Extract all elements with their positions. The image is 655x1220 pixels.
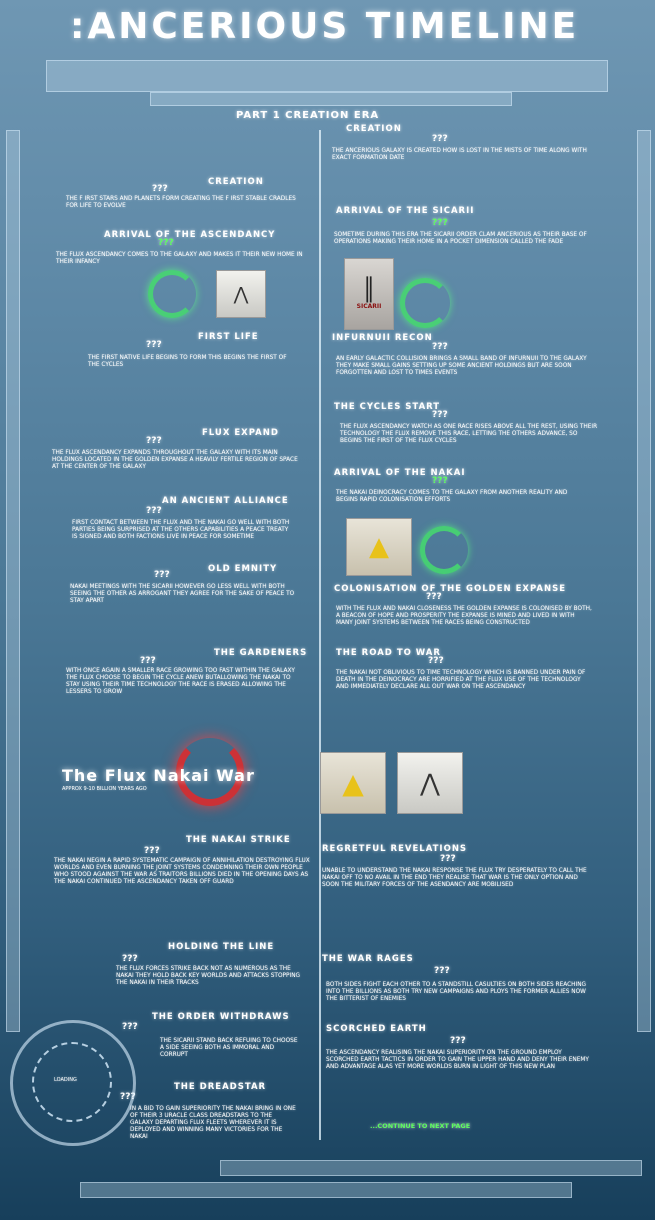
continue-link[interactable]: ...CONTINUE TO NEXT PAGE: [370, 1122, 471, 1130]
event-body: THE NAKAI NOT OBLIVIOUS TO TIME TECHNOLOGY WHICH IS BANNED UNDER PAIN OF DEATH IN THE DEINOCRACY ARE HORRIFIED AT THE FLUX USE OF THE TECHNOLOGY AND IMMEDIATELY DECLARE ALL OUT WAR ON THE ASCENDANCY: [336, 670, 586, 690]
event-heading: THE CYCLES START: [334, 402, 441, 412]
event-heading: SCORCHED EARTH: [326, 1024, 427, 1034]
event-date: ???: [120, 1092, 136, 1102]
event-date: ???: [146, 340, 162, 350]
event-date: ???: [144, 846, 160, 856]
event-heading: ARRIVAL OF THE NAKAI: [334, 468, 466, 478]
event-heading: ARRIVAL OF THE ASCENDANCY: [104, 230, 276, 240]
event-heading: REGRETFUL REVELATIONS: [322, 844, 468, 854]
nakai-emblem-icon: ▲: [320, 752, 386, 814]
event-body: THE FLUX ASCENDANCY EXPANDS THROUGHOUT THE GALAXY WITH ITS MAIN HOLDINGS LOCATED IN THE GOLDEN EXPANSE A HEAVILY FERTILE REGION OF SPACE AT THE CENTER OF THE GALAXY: [52, 450, 298, 470]
event-body: THE ASCENDANCY REALISING THE NAKAI SUPERIORITY ON THE GROUND EMPLOY SCORCHED EARTH TACTICS IN ORDER TO GAIN THE UPPER HAND AND DENY THEIR ENEMY AND ADVANTAGE ALAS YET MORE WORLDS BURN IN LIGHT OF THIS NEW PLAN: [326, 1050, 589, 1070]
event-date: ???: [432, 218, 448, 228]
flux-ring-icon: [148, 270, 196, 318]
top-frame-bar: [46, 60, 608, 92]
event-heading: CREATION: [346, 124, 402, 134]
event-body: UNABLE TO UNDERSTAND THE NAKAI RESPONSE THE FLUX TRY DESPERATELY TO CALL THE NAKAI OFF TO NO AVAIL IN THE END THEY REALISE THAT WAR IS THE ONLY OPTION AND SOON THE MILITARY FORCES OF THE ASENDANCY ARE MOBILISED: [322, 868, 587, 888]
event-body: THE FIRST NATIVE LIFE BEGINS TO FORM THIS BEGINS THE FIRST OF THE CYCLES: [88, 355, 287, 368]
event-date: ???: [152, 184, 168, 194]
event-heading: THE ORDER WITHDRAWS: [152, 1012, 290, 1022]
sicarii-emblem-mark: ║: [362, 278, 376, 303]
page-title: :ANCERIOUS TIMELINE: [70, 6, 580, 47]
event-heading: THE NAKAI STRIKE: [186, 835, 291, 845]
flux-ring-icon: [420, 526, 468, 574]
event-date: ???: [440, 854, 456, 864]
event-body: THE NAKAI DEINOCRACY COMES TO THE GALAXY FROM ANOTHER REALITY AND BEGINS RAPID COLONISATION EFFORTS: [336, 490, 568, 503]
event-date: ???: [432, 476, 448, 486]
event-date: ???: [154, 570, 170, 580]
event-date: ???: [432, 410, 448, 420]
event-body: SOMETIME DURING THIS ERA THE SICARII ORDER CLAM ANCERIOUS AS THEIR BASE OF OPERATIONS MAKING THEIR HOME IN A POCKET DIMENSION CALLED THE FADE: [334, 232, 587, 245]
event-body: THE FLUX ASCENDANCY COMES TO THE GALAXY AND MAKES IT THEIR NEW HOME IN THEIR INFANCY: [56, 252, 303, 265]
event-body: THE SICARII STAND BACK REFUING TO CHOOSE A SIDE SEEING BOTH AS IMMORAL AND CORRUPT: [160, 1038, 298, 1058]
event-body: FIRST CONTACT BETWEEN THE FLUX AND THE NAKAI GO WELL WITH BOTH PARTIES BEING SURPRISED AT THE OTHERS CAPABILITIES A PEACE TREATY IS SIGNED AND BOTH FACTIONS LIVE IN PEACE FOR SOMETIME: [72, 520, 290, 540]
nakai-emblem-icon: ▲: [346, 518, 412, 576]
loading-label: LOADING: [54, 1077, 77, 1083]
event-date: ???: [140, 656, 156, 666]
event-heading: FLUX EXPAND: [202, 428, 279, 438]
war-subtitle: APPROX 9-10 BILLION YEARS AGO: [62, 786, 147, 792]
part-heading: PART 1 CREATION ERA: [236, 110, 380, 121]
event-date: ???: [158, 238, 174, 248]
top-frame-bar-lower: [150, 92, 512, 106]
event-body: THE FLUX ASCENDANCY WATCH AS ONE RACE RISES ABOVE ALL THE REST, USING THEIR TECHNOLOGY THE FLUX REMOVE THIS RACE, LETTING THE OTHERS ADVANCE, SO BEGINS THE FIRST OF THE FLUX CYCLES: [340, 424, 598, 444]
event-date: ???: [426, 592, 442, 602]
sicarii-emblem-text: SICARII: [356, 303, 382, 310]
event-heading: FIRST LIFE: [198, 332, 259, 342]
event-heading: THE ROAD TO WAR: [336, 648, 441, 658]
event-heading: COLONISATION OF THE GOLDEN EXPANSE: [334, 584, 567, 594]
event-date: ???: [434, 966, 450, 976]
event-date: ???: [146, 436, 162, 446]
event-heading: ARRIVAL OF THE SICARII: [336, 206, 475, 216]
center-timeline-line: [319, 130, 321, 1140]
flux-ring-icon: [400, 278, 450, 328]
event-heading: CREATION: [208, 177, 264, 187]
event-body: AN EARLY GALACTIC COLLISION BRINGS A SMALL BAND OF INFURNUII TO THE GALAXY THEY MAKE SMALL GAINS SETTING UP SOME ANCIENT HOLDINGS BUT ARE SOON FORGOTTEN AND LOST TO TIMES EVENTS: [336, 356, 587, 376]
event-body: THE F IRST STARS AND PLANETS FORM CREATING THE F IRST STABLE CRADLES FOR LIFE TO EVOLVE: [66, 196, 296, 209]
event-heading: INFURNUII RECON: [332, 333, 433, 343]
event-date: ???: [122, 1022, 138, 1032]
event-heading: OLD EMNITY: [208, 564, 278, 574]
event-date: ???: [146, 506, 162, 516]
event-body: THE ANCERIOUS GALAXY IS CREATED HOW IS LOST IN THE MISTS OF TIME ALONG WITH EXACT FORMATION DATE: [332, 148, 587, 161]
event-date: ???: [450, 1036, 466, 1046]
bottom-frame-bar-lower: [80, 1182, 572, 1198]
event-heading: HOLDING THE LINE: [168, 942, 275, 952]
event-date: ???: [432, 134, 448, 144]
event-body: NAKAI MEETINGS WITH THE SICARII HOWEVER GO LESS WELL WITH BOTH SEEING THE OTHER AS ARROGANT THEY AGREE FOR THE SAKE OF PEACE TO STAY APART: [70, 584, 295, 604]
sicarii-emblem-icon: [344, 258, 394, 330]
event-heading: AN ANCIENT ALLIANCE: [162, 496, 289, 506]
event-heading: THE WAR RAGES: [322, 954, 414, 964]
event-body: THE NAKAI NEGIN A RAPID SYSTEMATIC CAMPAIGN OF ANNIHILATION DESTROYING FLUX WORLDS AND EVEN BURNING THE JOINT SYSTEMS CONDEMNING THEIR OWN PEOPLE WHO STOOD AGAINST THE WAR AS TRAITORS BILLIONS DIED IN THE OPENING DAYS AS THE NAKAI CONTINUED THE ASCENDANCY TAKEN OFF GUARD: [54, 858, 310, 885]
ascendancy-emblem-icon: ⋀: [216, 270, 266, 318]
event-heading: THE GARDENERS: [214, 648, 308, 658]
war-title: The Flux Nakai War: [62, 766, 255, 785]
bottom-frame-bar: [220, 1160, 642, 1176]
event-body: BOTH SIDES FIGHT EACH OTHER TO A STANDSTILL CASULTIES ON BOTH SIDES REACHING INTO THE BILLIONS AS BOTH TRY NEW CAMPAIGNS AND PLOYS THE FORMER ALLIES NOW THE BITTERIST OF ENEMIES: [326, 982, 587, 1002]
event-date: ???: [432, 342, 448, 352]
event-body: IN A BID TO GAIN SUPERIORITY THE NAKAI BRING IN ONE OF THEIR 3 URACLE CLASS DREADSTARS TO THE GALAXY DEPARTING FLUX FLEETS WHEREVER IT IS DEPLOYED AND WINNING MANY VICTORIES FOR THE NAKAI: [130, 1106, 296, 1140]
left-frame-rail: [6, 130, 20, 1032]
event-body: WITH ONCE AGAIN A SMALLER RACE GROWING TOO FAST WITHIN THE GALAXY THE FLUX CHOOSE TO BEGIN THE CYCLE ANEW BUTALLOWING THE NAKAI TO STAY USING THEIR TIME TECHNOLOGY THE RACE IS ERASED ALLOWING THE LESSERS TO GROW: [66, 668, 295, 695]
event-date: ???: [122, 954, 138, 964]
event-heading: THE DREADSTAR: [174, 1082, 267, 1092]
event-date: ???: [428, 656, 444, 666]
right-frame-rail: [637, 130, 651, 1032]
event-body: WITH THE FLUX AND NAKAI CLOSENESS THE GOLDEN EXPANSE IS COLONISED BY BOTH, A BEACON OF HOPE AND PROSPERITY THE EXPANSE IS MINED AND LIVED IN WITH MANY JOINT SYSTEMS BETWEEN THE RACES BEING CONSTRUCTED: [336, 606, 592, 626]
event-body: THE FLUX FORCES STRIKE BACK NOT AS NUMEROUS AS THE NAKAI THEY HOLD BACK KEY WORLDS AND ATTACKS STOPPING THE NAKAI IN THEIR TRACKS: [116, 966, 301, 986]
ascendancy-emblem-icon: ⋀: [397, 752, 463, 814]
